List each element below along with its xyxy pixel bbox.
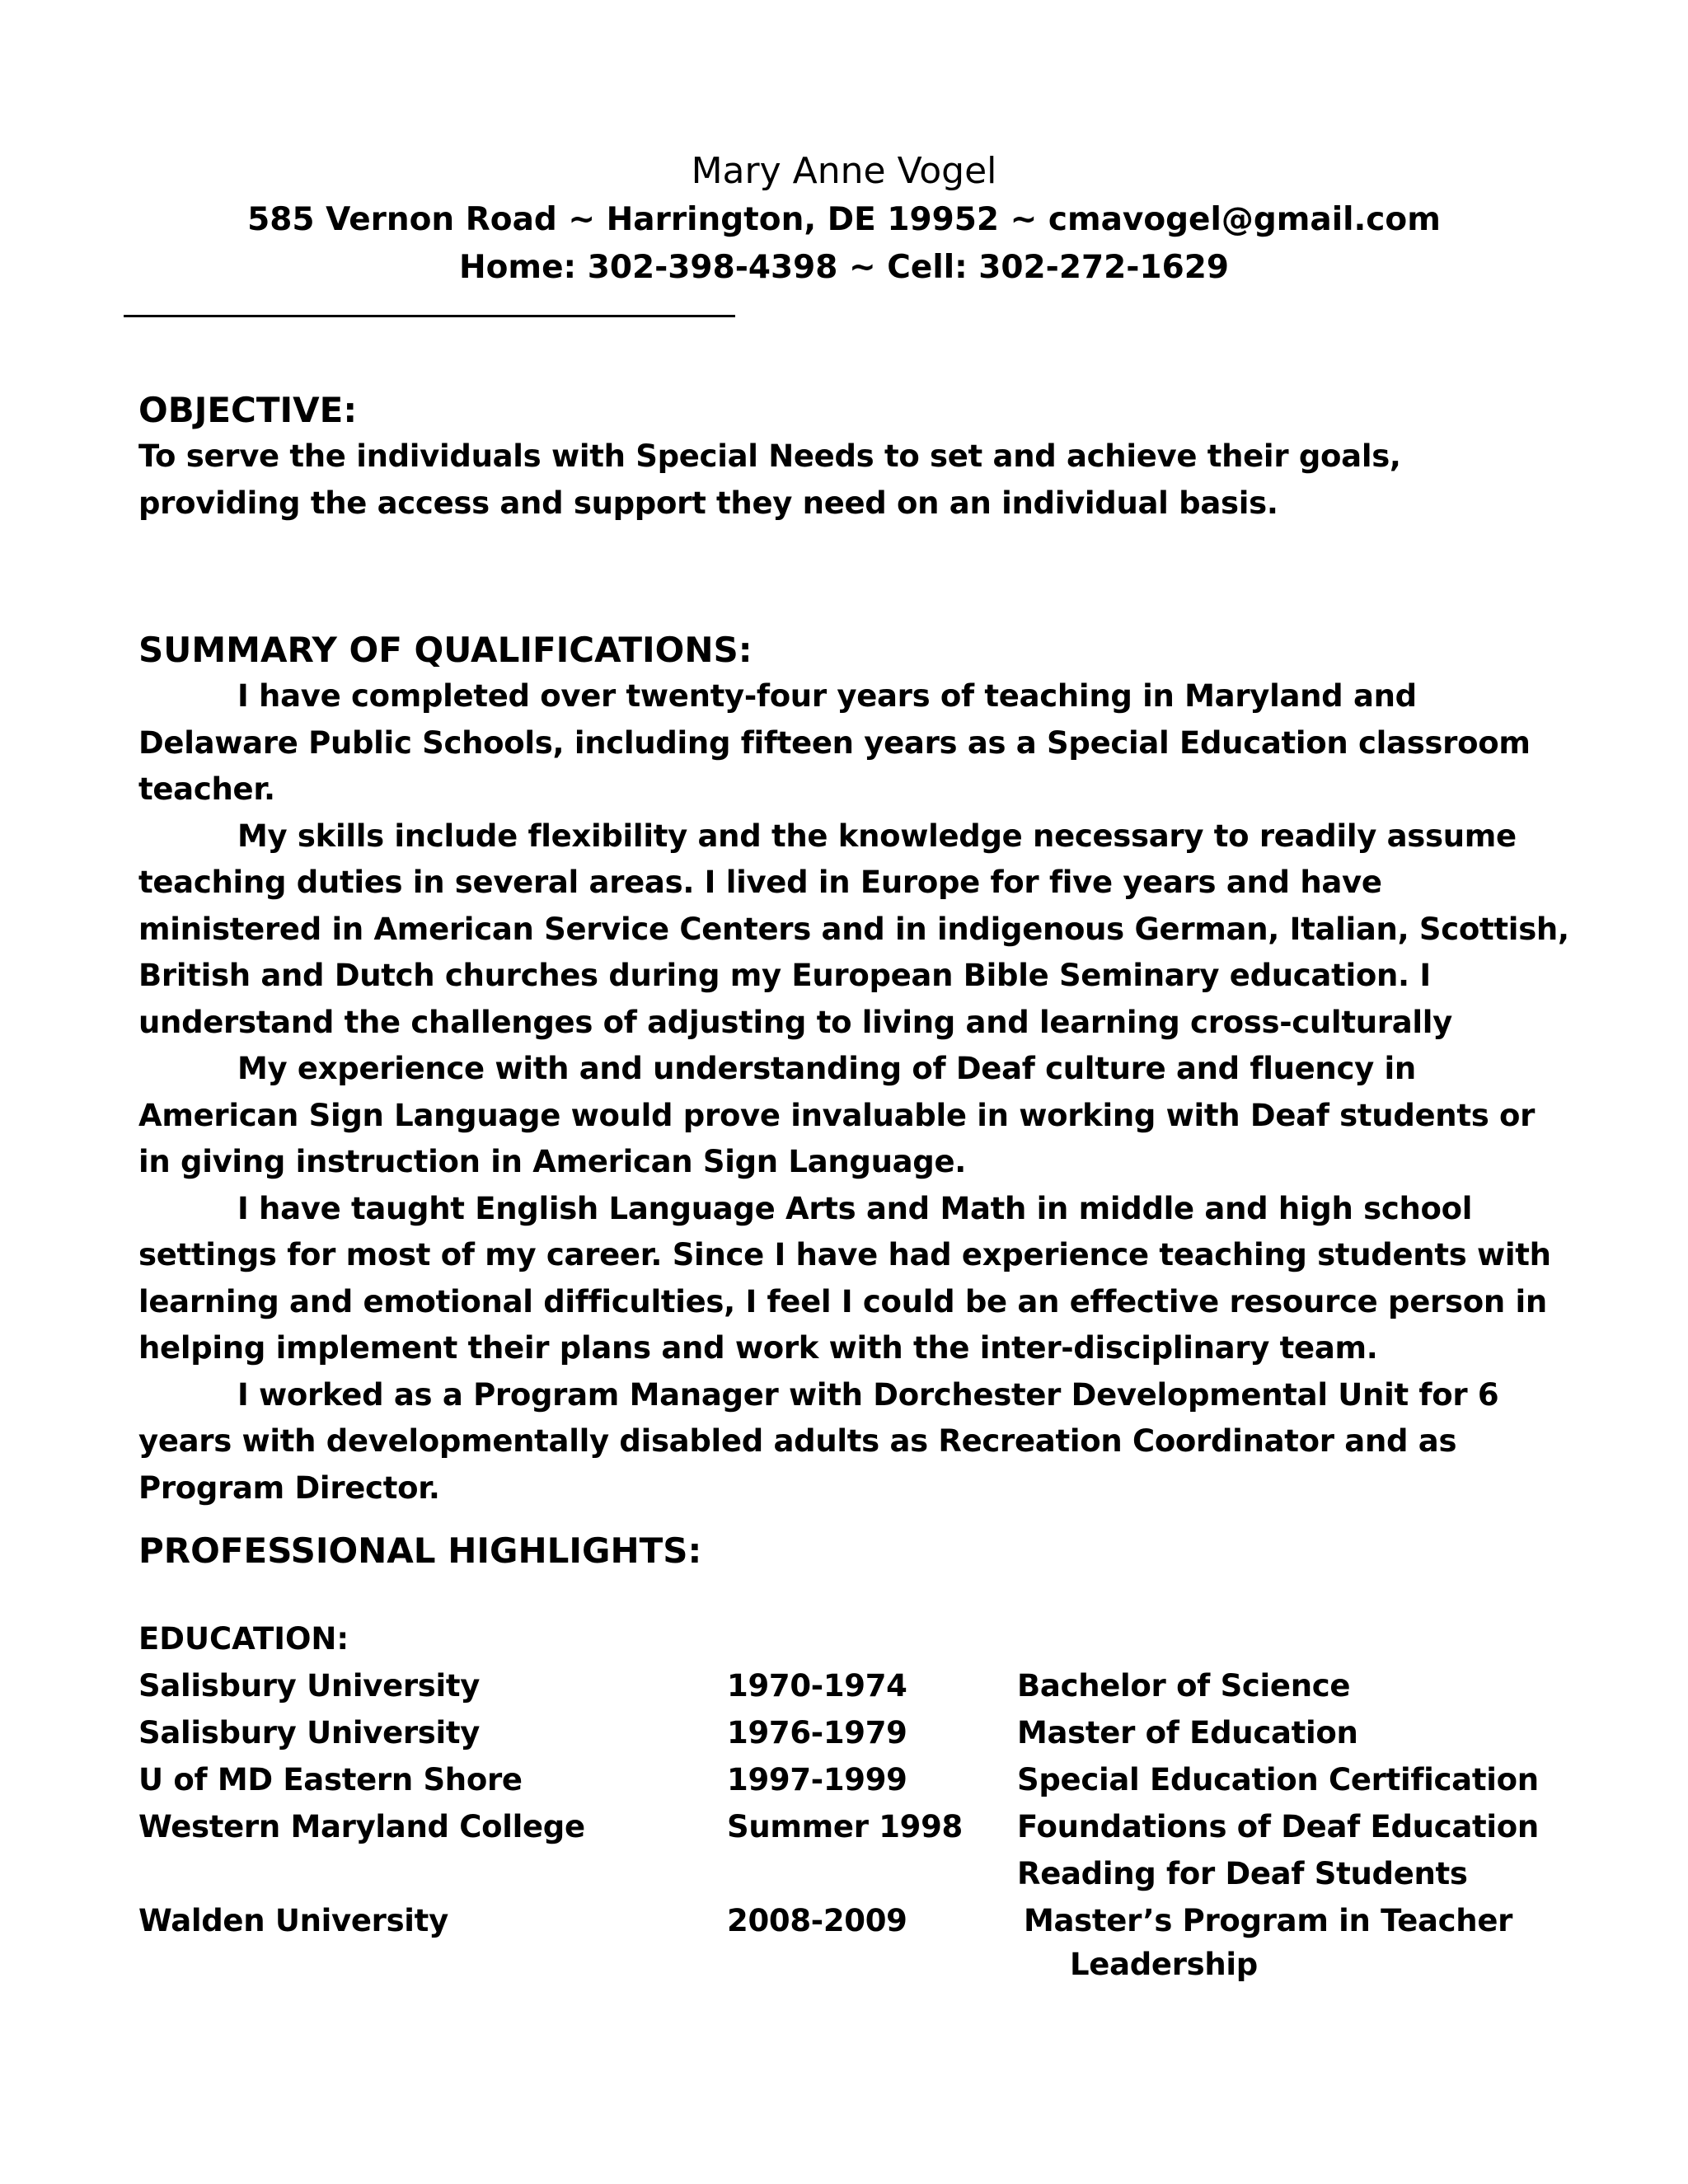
education-years: 1970-1974 [727,1668,907,1704]
education-heading-block [138,1615,1573,1662]
education-row [138,1803,1589,1850]
objective-section [138,387,1573,527]
education-degree: Leadership [1070,1947,1258,1982]
education-degree: Foundations of Deaf Education [1017,1809,1539,1844]
education-years: 2008-2009 [727,1903,907,1938]
education-years: Summer 1998 [727,1809,963,1844]
summary-section [138,626,1573,1511]
summary-heading: SUMMARY OF QUALIFICATIONS: [138,630,753,670]
summary-paragraph: My skills include flexibility and the knowledge necessary to readily assume teaching duties in several areas. I lived in Europe for five years and have ministered in American Service Centers and in indigenous German, Italian, Scottish, British and Dutch churches during my European Bible Seminary education. I understand the challenges of adjusting to living and learning cross-culturally [138,818,1569,1040]
education-heading: EDUCATION: [138,1621,349,1657]
education-row [138,1756,1589,1803]
education-school: U of MD Eastern Shore [138,1762,523,1797]
education-row [138,1709,1589,1756]
header-divider [124,315,735,317]
education-years: 1997-1999 [727,1762,907,1797]
education-degree: Master of Education [1017,1715,1358,1750]
education-degree: Master’s Program in Teacher [1024,1903,1513,1938]
summary-paragraph: I worked as a Program Manager with Dorchester Developmental Unit for 6 years with developmentally disabled adults as Recreation Coordinator and as Program Director. [138,1376,1499,1506]
education-row [138,1662,1589,1709]
education-degree: Special Education Certification [1017,1762,1539,1797]
highlights-heading: PROFESSIONAL HIGHLIGHTS: [138,1530,702,1571]
education-row [138,1944,1589,1985]
resume-header [0,147,1688,292]
summary-paragraph: My experience with and understanding of Deaf culture and fluency in American Sign Language would prove invaluable in working with Deaf students or in giving instruction in American Sign Language. [138,1051,1536,1179]
education-degree: Bachelor of Science [1017,1668,1351,1704]
summary-paragraph: I have taught English Language Arts and Math in middle and high school settings for most of my career. Since I have had experience teaching students with learning and emotional difficulties, I feel I could be an effective resource person in helping implement their plans and work with the inter-disciplinary team. [138,1190,1551,1366]
education-years: 1976-1979 [727,1715,907,1750]
education-row [138,1897,1589,1944]
education-school: Salisbury University [138,1715,481,1750]
address-line: 585 Vernon Road ~ Harrington, DE 19952 ~ cmavogel@gmail.com [247,201,1441,238]
education-row [138,1850,1589,1897]
objective-text: To serve the individuals with Special Needs to set and achieve their goals, providing the access and support they need on an individual basis. [138,438,1401,521]
education-degree: Reading for Deaf Students [1017,1856,1468,1891]
education-school: Salisbury University [138,1668,481,1704]
education-school: Walden University [138,1903,448,1938]
candidate-name: Mary Anne Vogel [691,150,997,192]
highlights-section [138,1527,1573,1574]
objective-heading: OBJECTIVE: [138,390,358,430]
summary-paragraph: I have completed over twenty-four years of teaching in Maryland and Delaware Public Schools, including fifteen years as a Special Education classroom teacher. [138,678,1531,807]
phone-line: Home: 302-398-4398 ~ Cell: 302-272-1629 [459,249,1229,286]
education-table [138,1662,1589,1985]
education-school: Western Maryland College [138,1809,585,1844]
